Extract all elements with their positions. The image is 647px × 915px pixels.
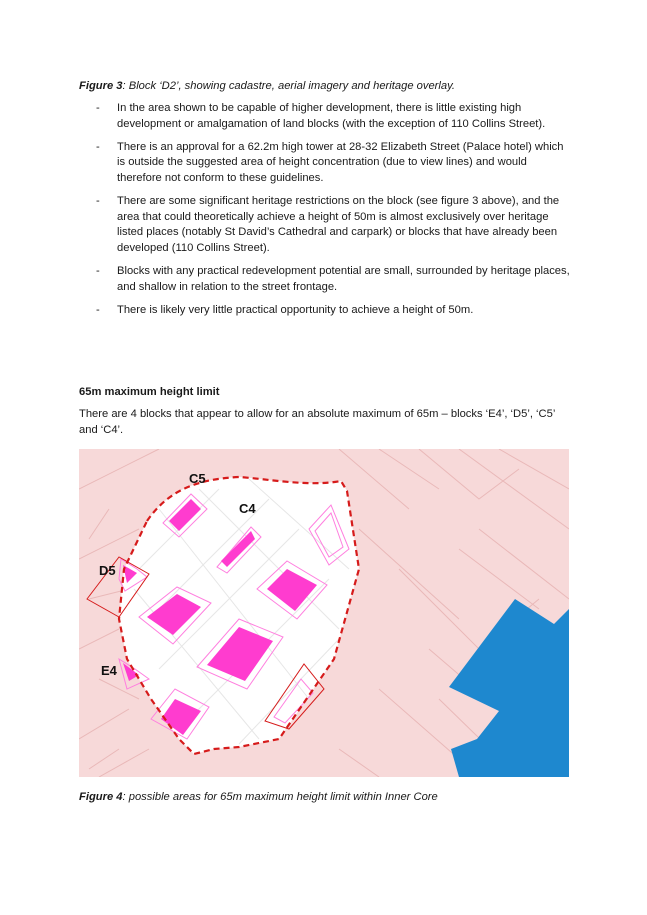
bullet-dash: -: [96, 195, 100, 208]
list-item: [79, 140, 574, 187]
label-e4: E4: [101, 663, 117, 678]
list-item: [79, 101, 574, 132]
bullet-dash: -: [96, 303, 100, 316]
label-d5: D5: [99, 563, 116, 578]
bullet-dash: -: [96, 265, 100, 278]
bullet-text: Blocks with any practical redevelopment potential are small, surrounded by heritage places, and shallow in relation to the street frontage.: [117, 265, 570, 293]
section-heading: 65m maximum height limit: [79, 386, 220, 398]
section-paragraph: There are 4 blocks that appear to allow for an absolute maximum of 65m – blocks ‘E4’, ‘D5’, ‘C5’ and ‘C4’.: [79, 408, 555, 436]
figure-4-caption: [79, 790, 438, 804]
bullet-list: [79, 101, 574, 326]
bullet-text: There is an approval for a 62.2m high tower at 28-32 Elizabeth Street (Palace hotel) which is outside the suggested area of height concentration (due to view lines) and would therefore not conform to these guidelines.: [117, 140, 564, 184]
bullet-text: There are some significant heritage restrictions on the block (see figure 3 above), and the area that could theoretically achieve a height of 50m is almost exclusively over heritage listed places (notably St David’s Cathedral and carpark) or blocks that have already been developed (110 Collins Street).: [117, 195, 560, 254]
figure-3-label: Figure 3: [79, 80, 123, 92]
map-svg: [79, 449, 569, 777]
bullet-text: In the area shown to be capable of higher development, there is little existing high development or amalgamation of land blocks (with the exception of 110 Collins Street).: [117, 102, 546, 130]
figure-3-caption: [79, 79, 455, 93]
bullet-dash: -: [96, 102, 100, 114]
height-limit-map: [79, 449, 569, 777]
bullet-dash: -: [96, 140, 100, 153]
label-c5: C5: [189, 471, 206, 486]
label-c4: C4: [239, 501, 256, 516]
figure-3-text: : Block ‘D2’, showing cadastre, aerial imagery and heritage overlay.: [122, 80, 455, 92]
list-item: [79, 264, 574, 295]
figure-4-text: : possible areas for 65m maximum height limit within Inner Core: [122, 791, 438, 803]
list-item: [79, 194, 574, 256]
list-item: [79, 303, 574, 319]
figure-4-label: Figure 4: [79, 791, 123, 803]
bullet-text: There is likely very little practical opportunity to achieve a height of 50m.: [117, 303, 474, 316]
water-area: [449, 599, 569, 777]
